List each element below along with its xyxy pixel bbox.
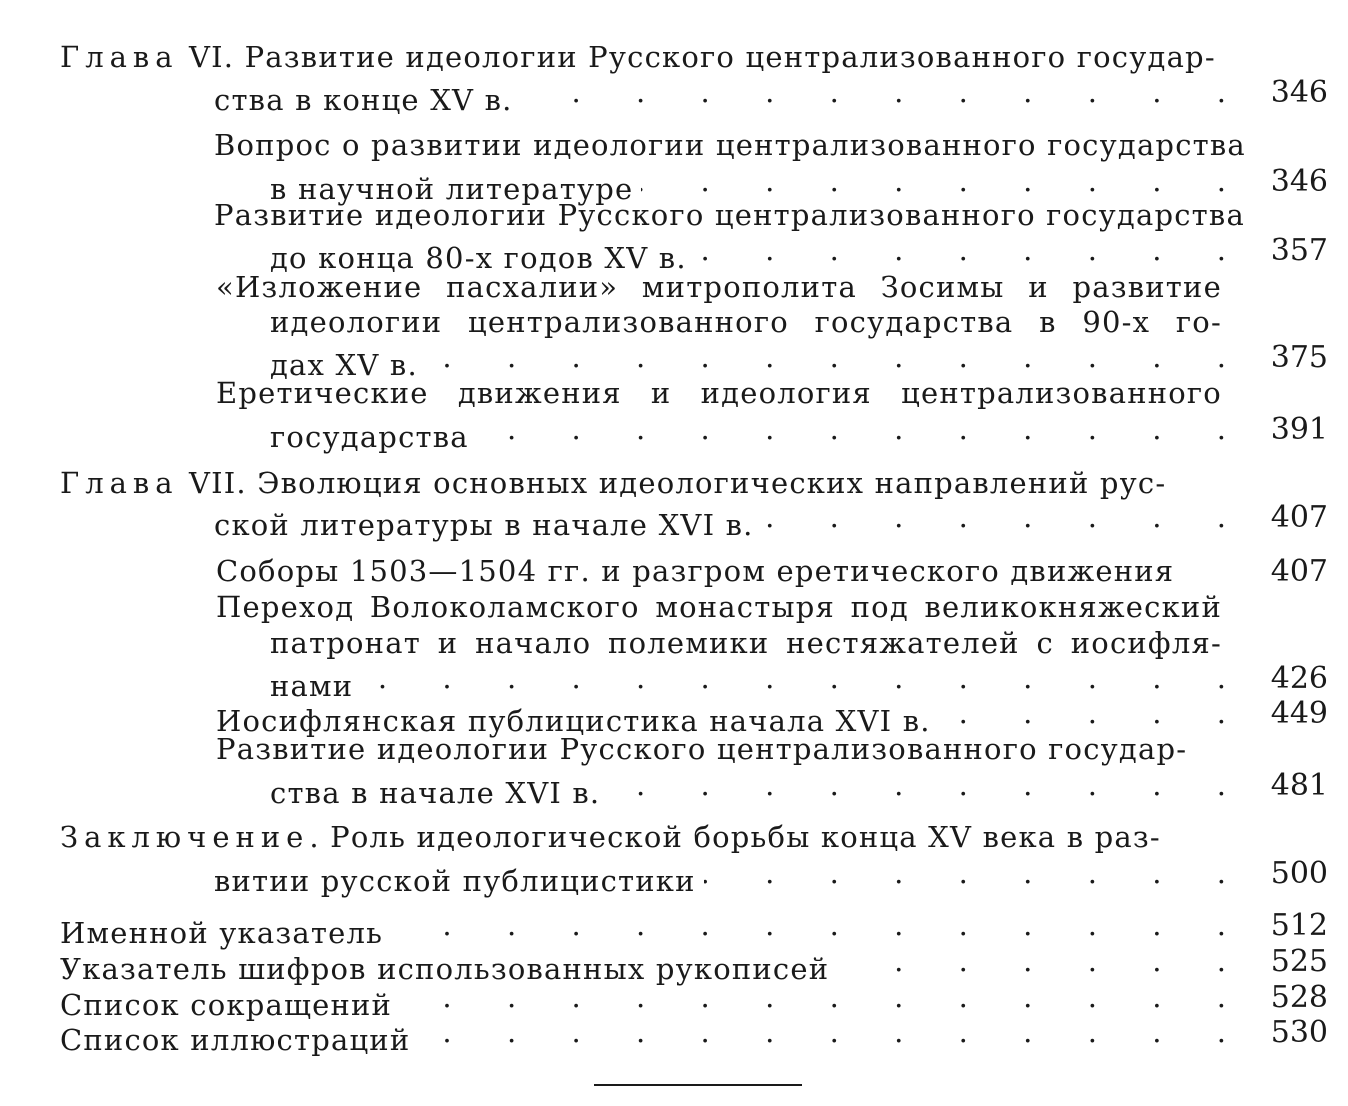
section-title-line-1: Переход Волоколамского монастыря под великокняжеский xyxy=(216,590,1222,624)
section-title-line-2: государства . xyxy=(270,412,1226,455)
section-title-line-2: в научной литературе . xyxy=(270,164,1226,207)
leader-dots xyxy=(400,980,1226,1015)
section-title-line-2: ства в начале XVI в. . xyxy=(270,768,1226,811)
leader-dots xyxy=(641,164,1226,199)
page-number: 449 xyxy=(1270,696,1328,731)
page-number: 512 xyxy=(1270,908,1328,943)
page-number: 426 xyxy=(1270,661,1328,696)
section-title-line-3: дах XV в. . xyxy=(270,340,1226,383)
leader-dots xyxy=(704,856,1226,891)
leader-dots xyxy=(521,75,1226,110)
page-number: 357 xyxy=(1270,233,1328,268)
chapter-title-line-2: ской литературы в начале XVI в. . xyxy=(214,500,1226,543)
section-title-line-3: нами . xyxy=(270,661,1226,704)
chapter-title-line-1: VI. Развитие идеологии Русского централизованного государ- xyxy=(178,40,1216,74)
section-title-line-2: идеологии централизованного государства в 90-х го- xyxy=(270,305,1222,339)
chapter-title-line-2: ства в конце XV в. . xyxy=(214,75,1226,118)
conclusion-heading-line xyxy=(60,820,1161,855)
entry-title: Указатель шифров использованных рукописей . xyxy=(60,944,1226,987)
conclusion-title-line-2: витии русской публицистики . xyxy=(214,856,1226,899)
entry-title: Список сокращений . xyxy=(60,980,1226,1023)
page-number: 481 xyxy=(1270,768,1328,803)
section-title-line-1: «Изложение пасхалии» митрополита Зосимы и развитие xyxy=(216,270,1222,304)
page-number: 530 xyxy=(1270,1015,1328,1050)
chapter-heading-line xyxy=(60,466,1166,501)
entry-title: Именной указатель . xyxy=(60,908,1226,951)
page-number: 346 xyxy=(1270,75,1328,110)
leader-dots xyxy=(426,340,1226,375)
page-number: 407 xyxy=(1270,500,1328,535)
leader-dots xyxy=(477,412,1226,447)
chapter-heading-line xyxy=(60,40,1216,75)
section-title-line-2: до конца 80-х годов XV в. . xyxy=(270,233,1226,276)
section-title-line-1: Развитие идеологии Русского централизованного государ- xyxy=(216,732,1188,766)
entry-title: Список иллюстраций . xyxy=(60,1015,1226,1058)
section-title-line-1: Развитие идеологии Русского централизованного государства xyxy=(214,198,1245,232)
section-title-line-1: Иосифлянская публицистика начала XVI в. . xyxy=(216,696,1226,739)
chapter-label: Глава xyxy=(60,466,179,500)
leader-dots xyxy=(695,233,1226,268)
section-title-line-1: Вопрос о развитии идеологии централизованного государства xyxy=(214,128,1246,162)
page-number: 525 xyxy=(1270,944,1328,979)
page-number: 407 xyxy=(1270,554,1328,589)
conclusion-label: Заключение xyxy=(60,820,310,854)
leader-dots xyxy=(608,768,1226,803)
section-title-line-1: Соборы 1503—1504 гг. и разгром еретического движения xyxy=(216,554,1175,588)
leader-dots xyxy=(361,661,1226,696)
page-number: 375 xyxy=(1270,340,1328,375)
section-title-line-1: Еретические движения и идеология централизованного xyxy=(216,376,1222,410)
chapter-label: Глава xyxy=(60,40,179,74)
leader-dots xyxy=(837,944,1226,979)
page-number: 528 xyxy=(1270,980,1328,1015)
leader-dots xyxy=(939,696,1226,731)
page-number: 500 xyxy=(1270,856,1328,891)
end-rule xyxy=(594,1084,802,1086)
chapter-title-line-1: VII. Эволюция основных идеологических направлений рус- xyxy=(178,466,1167,500)
conclusion-title-line-1: . Роль идеологической борьбы конца XV века в раз- xyxy=(309,820,1161,854)
leader-dots xyxy=(418,1015,1226,1050)
leader-dots xyxy=(762,500,1226,535)
section-title-line-2: патронат и начало полемики нестяжателей с иосифля- xyxy=(270,626,1222,660)
page-number: 391 xyxy=(1270,412,1328,447)
page-number: 346 xyxy=(1270,164,1328,199)
leader-dots xyxy=(391,908,1226,943)
